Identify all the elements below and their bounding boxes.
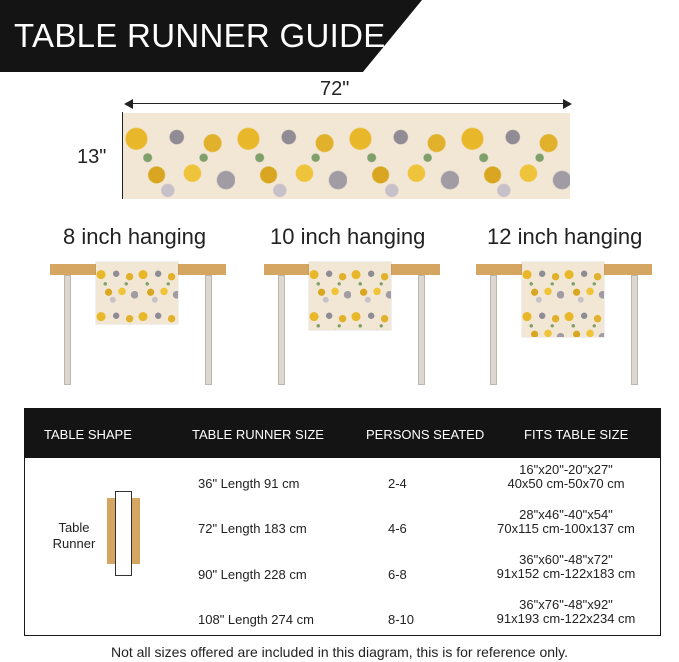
row-persons: 8-10 bbox=[388, 612, 415, 627]
arrow-right-icon bbox=[563, 99, 572, 109]
row-size: 108" Length 274 cm bbox=[198, 612, 314, 627]
table-runner-image bbox=[123, 113, 570, 199]
runner-shape-icon bbox=[115, 491, 132, 576]
row-fits-cm: 91x152 cm-122x183 cm bbox=[496, 566, 636, 581]
width-label: 13" bbox=[77, 146, 107, 168]
table-leg bbox=[631, 275, 638, 385]
row-size: 90" Length 228 cm bbox=[198, 567, 307, 582]
header-persons-seated: PERSONS SEATED bbox=[366, 427, 485, 442]
row-fits-cm: 91x193 cm-122x234 cm bbox=[496, 611, 636, 626]
row-fits bbox=[466, 463, 666, 491]
row-fits-cm: 40x50 cm-50x70 cm bbox=[507, 476, 625, 491]
row-fits-inches: 28"x46"-40"x54" bbox=[519, 507, 613, 522]
header-runner-size: TABLE RUNNER SIZE bbox=[192, 427, 324, 442]
table-leg bbox=[278, 275, 285, 385]
table-leg bbox=[490, 275, 497, 385]
table-leg bbox=[418, 275, 425, 385]
arrow-left-icon bbox=[124, 99, 133, 109]
hanging-label-8: 8 inch hanging bbox=[63, 224, 207, 249]
hanging-label-12: 12 inch hanging bbox=[487, 224, 643, 249]
header-fits-table-size: FITS TABLE SIZE bbox=[524, 427, 629, 442]
row-persons: 4-6 bbox=[388, 521, 407, 536]
page-title: TABLE RUNNER GUIDE bbox=[14, 17, 386, 54]
row-fits-cm: 70x115 cm-100x137 cm bbox=[497, 521, 635, 536]
table-leg bbox=[64, 275, 71, 385]
row-fits bbox=[466, 553, 666, 581]
runner-hang-8 bbox=[96, 262, 178, 324]
row-size: 36" Length 91 cm bbox=[198, 476, 300, 491]
header-table-shape: TABLE SHAPE bbox=[44, 427, 132, 442]
length-dimension-line bbox=[127, 103, 570, 104]
runner-hang-10 bbox=[309, 262, 391, 330]
length-label: 72" bbox=[320, 78, 350, 100]
row-fits bbox=[466, 598, 666, 626]
row-size: 72" Length 183 cm bbox=[198, 521, 307, 536]
row-persons: 6-8 bbox=[388, 567, 407, 582]
table-shape-label: Table Runner bbox=[52, 520, 96, 551]
row-persons: 2-4 bbox=[388, 476, 407, 491]
row-fits-inches: 16"x20"-20"x27" bbox=[519, 462, 613, 477]
table-leg bbox=[205, 275, 212, 385]
hanging-label-10: 10 inch hanging bbox=[270, 224, 426, 249]
row-fits bbox=[466, 508, 666, 536]
reference-note: Not all sizes offered are included in this diagram, this is for reference only. bbox=[110, 644, 569, 660]
row-fits-inches: 36"x60"-48"x72" bbox=[519, 552, 613, 567]
row-fits-inches: 36"x76"-48"x92" bbox=[519, 597, 613, 612]
runner-hang-12 bbox=[522, 262, 604, 337]
